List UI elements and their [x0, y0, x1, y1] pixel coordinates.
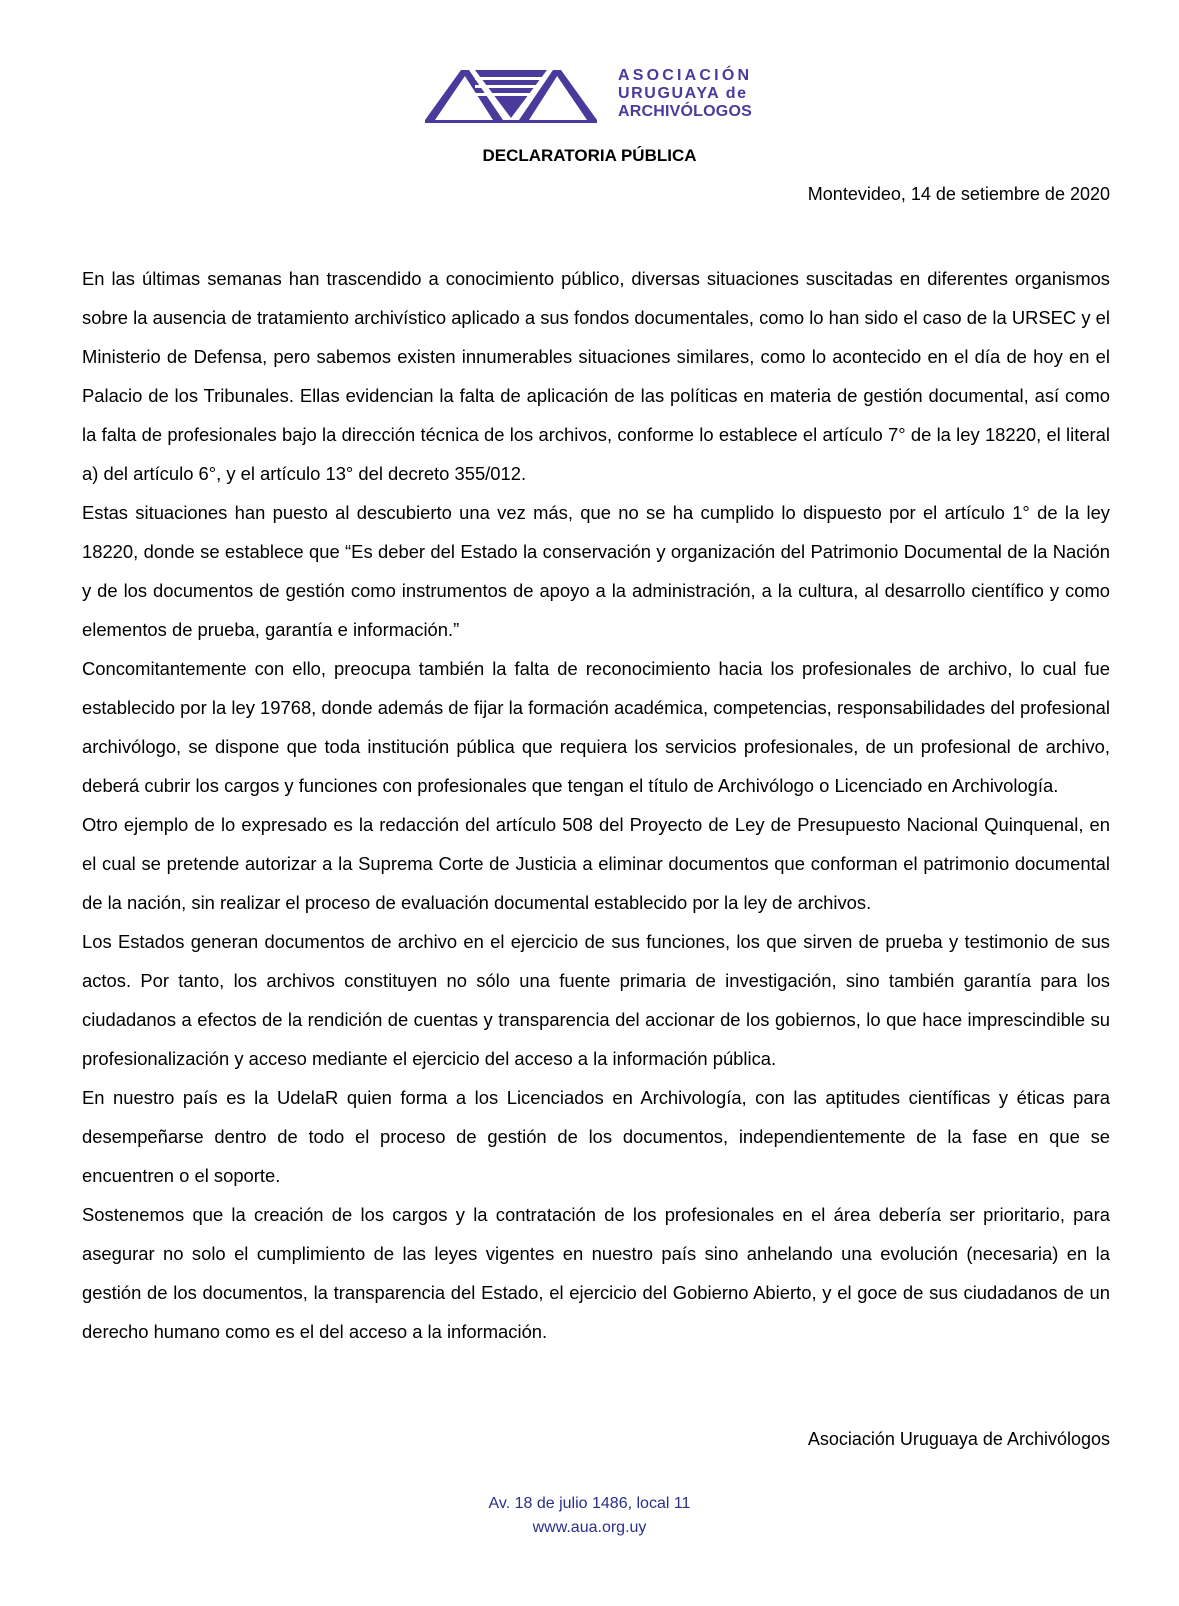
- org-logo: [425, 66, 765, 126]
- document-signature: Asociación Uruguaya de Archivólogos: [807, 1429, 1110, 1449]
- paragraph: Sostenemos que la creación de los cargos y la contratación de los profesionales en el área debería ser prioritario, para asegurar no solo el cumplimiento de las leyes vigentes en nuestro país sino anhelando una evolución (necesaria) en la gestión de los documentos, la transparencia del Estado, el ejercicio del Gobierno Abierto, y el goce de sus ciudadanos de un derecho humano como es el del acceso a la información.: [82, 1204, 1110, 1342]
- document-date: Montevideo, 14 de setiembre de 2020: [807, 184, 1110, 204]
- footer-address: Av. 18 de julio 1486, local 11: [488, 1495, 691, 1512]
- org-name-line2: URUGUAYA de: [618, 85, 748, 102]
- paragraph: Concomitantemente con ello, preocupa también la falta de reconocimiento hacia los profesionales de archivo, lo cual fue establecido por la ley 19768, donde además de fijar la formación académica, competencias, responsabilidades del profesional archivólogo, se dispone que toda institución pública que requiera los servicios profesionales, de un profesional de archivo, deberá cubrir los cargos y funciones con profesionales que tengan el título de Archivólogo o Licenciado en Archivología.: [82, 658, 1110, 796]
- document-title: DECLARATORIA PÚBLICA: [482, 146, 697, 165]
- page-footer: [0, 1492, 1179, 1540]
- document-body: [82, 259, 1110, 1351]
- footer-website: www.aua.org.uy: [532, 1519, 647, 1536]
- paragraph: Otro ejemplo de lo expresado es la redacción del artículo 508 del Proyecto de Ley de Presupuesto Nacional Quinquenal, en el cual se pretende autorizar a la Suprema Corte de Justicia a eliminar documentos que conforman el patrimonio documental de la nación, sin realizar el proceso de evaluación documental establecido por la ley de archivos.: [82, 814, 1110, 913]
- org-name-line3: ARCHIVÓLOGOS: [618, 103, 752, 120]
- aua-logo-icon: [425, 66, 597, 124]
- paragraph: Estas situaciones han puesto al descubierto una vez más, que no se ha cumplido lo dispuesto por el artículo 1° de la ley 18220, donde se establece que “Es deber del Estado la conservación y organización del Patrimonio Documental de la Nación y de los documentos de gestión como instrumentos de apoyo a la administración, a la cultura, al desarrollo científico y como elementos de prueba, garantía e información.”: [82, 502, 1110, 640]
- org-name-line1: ASOCIACIÓN: [618, 67, 753, 84]
- paragraph: Los Estados generan documentos de archivo en el ejercicio de sus funciones, los que sirven de prueba y testimonio de sus actos. Por tanto, los archivos constituyen no sólo una fuente primaria de investigación, sino también garantía para los ciudadanos a efectos de la rendición de cuentas y transparencia del accionar de los gobiernos, lo que hace imprescindible su profesionalización y acceso mediante el ejercicio del acceso a la información pública.: [82, 931, 1110, 1069]
- paragraph: En nuestro país es la UdelaR quien forma a los Licenciados en Archivología, con las aptitudes científicas y éticas para desempeñarse dentro de todo el proceso de gestión de los documentos, independientemente de la fase en que se encuentren o el soporte.: [82, 1087, 1110, 1186]
- org-name: [618, 67, 778, 121]
- paragraph: En las últimas semanas han trascendido a conocimiento público, diversas situaciones suscitadas en diferentes organismos sobre la ausencia de tratamiento archivístico aplicado a sus fondos documentales, como lo han sido el caso de la URSEC y el Ministerio de Defensa, pero sabemos existen innumerables situaciones similares, como lo acontecido en el día de hoy en el Palacio de los Tribunales. Ellas evidencian la falta de aplicación de las políticas en materia de gestión documental, así como la falta de profesionales bajo la dirección técnica de los archivos, conforme lo establece el artículo 7° de la ley 18220, el literal a) del artículo 6°, y el artículo 13° del decreto 355/012.: [82, 268, 1110, 484]
